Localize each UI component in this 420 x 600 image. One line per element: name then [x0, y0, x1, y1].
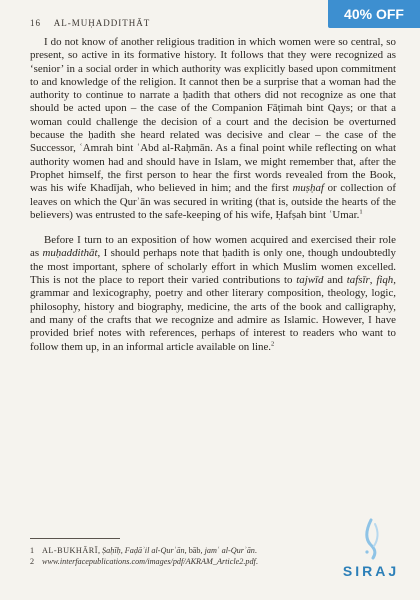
footnote-2-url: www.interfacepublications.com/images/pdf/AKRAM_Article2.pdf — [42, 557, 256, 566]
running-header — [30, 18, 150, 28]
footnote-1-end: . — [254, 546, 257, 555]
footnote-1-comma: , — [97, 546, 103, 555]
footnote-2-number: 2 — [30, 557, 35, 566]
footnote-2 — [30, 556, 330, 567]
footnote-1-rest: , bāb, — [184, 546, 205, 555]
paragraph-2-text-a: Before I turn to an exposition of how women acquired and exercised their role as — [30, 234, 396, 260]
footnote-2-end: . — [255, 557, 258, 566]
footnotes — [30, 545, 330, 567]
paragraph-2-text-c: , grammar and lexicography, poetry and other literary composition, theology, logic, philosophy, history and biography, medicine, the arts of the book and calligraphy, and many of the crafts that we recognize and admire as Islamic. However, I have provided brief notes with references, perhaps of interest to readers who want to follow them up, in an informal article available on line. — [30, 274, 396, 353]
footnote-1-author: AL-BUKHĀRĪ — [42, 546, 98, 555]
footnote-1 — [30, 545, 330, 556]
footnote-rule — [30, 538, 120, 539]
footnote-ref-1: 1 — [359, 208, 363, 216]
term-tajwid: tajwīd — [296, 274, 324, 287]
logo-text: SIRAJ — [342, 563, 400, 579]
paragraph-1-text-b: or collection of leaves on which the Qurʾān was secured in writing (that is, outside the hearts of the believers) was entrusted to the safe-keeping of his wife, Ḥafṣah bint ʿUmar. — [30, 182, 396, 221]
paragraph-2-and: and — [323, 274, 347, 287]
paragraph-2 — [30, 234, 396, 354]
paragraph-1 — [30, 36, 396, 222]
term-mushaf: muṣḥaf — [292, 182, 324, 195]
page-number: 16 — [30, 18, 41, 28]
siraj-logo — [336, 518, 406, 588]
footnote-1-number: 1 — [30, 546, 35, 555]
calligraphy-logo-icon — [355, 518, 387, 562]
paragraph-2-comma: , — [369, 274, 377, 287]
footnote-1-chapter: jamʿ al-Qurʾān — [204, 546, 255, 555]
body-text — [30, 36, 396, 354]
paragraph-2-text-b: , I should perhaps note that ḥadith is only one, though undoubtedly the most important, sphere of scholarly effort in which Muslim women excelled. This is not the place to report their varied contributions to — [30, 247, 396, 287]
discount-badge: 40% OFF — [328, 0, 420, 28]
term-fiqh: fiqh — [376, 274, 394, 287]
footnote-ref-2: 2 — [271, 339, 275, 347]
paragraph-1-text-a: I do not know of another religious tradition in which women were so central, so present, so active in its formative history. It follows that they were recognized as ‘senior’ in a social order in which authority was explicitly based upon commitment to and knowledge of the religion. It cannot then be a surprise that a woman had the authority to continue to narrate a ḥadith that others did not recognize as one that should be acted upon – the case of the Companion Fāṭimah bint Qays; or that a woman could challenge the decision of a court and the decision be overturned because the ḥadith she heard related was decisive and clear – the case of the Successor, ʿAmrah bint ʿAbd al-Raḥmān. As a final point while reflecting on what authority women had and should have in Islam, we might remember that, after the Prophet himself, the first person to hear the first words revealed from the Book, was his wife Khadījah, who believed in him; and the first — [30, 36, 396, 195]
running-title: AL-MUḤADDITHĀT — [53, 18, 151, 28]
footnote-1-title: Ṣaḥīḥ, Faḍāʾil al-Qurʾān — [102, 546, 185, 555]
term-tafsir: tafsīr — [346, 274, 370, 287]
term-muhaddithat: muḥaddithāt — [42, 247, 98, 260]
